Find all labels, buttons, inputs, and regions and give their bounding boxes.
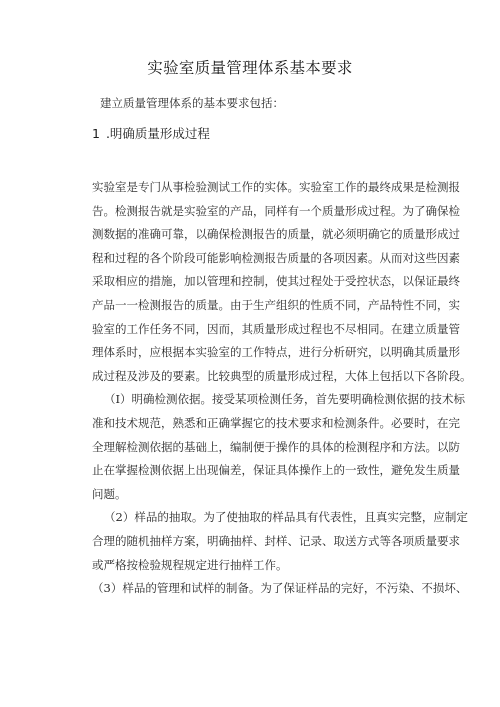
- body-line: 止在掌握检测依据上出现偏差，保证具体操作上的一致性，避免发生质量: [92, 463, 460, 478]
- intro-paragraph: 建立质量管理体系的基本要求包括：: [100, 96, 284, 110]
- body-line: 理体系时，应根据本实验室的工作特点，进行分析研究，以明确其质量形: [92, 345, 460, 360]
- body-line: 产品一一检测报告的质量。由于生产组织的性质不同，产品特性不同，实: [92, 297, 460, 312]
- body-line: （I）明确检测依据。接受某项检测任务，首先要明确检测依据的技术标: [104, 392, 466, 407]
- body-line: 成过程及涉及的要素。比较典型的质量形成过程，大体上包括以下各阶段。: [92, 368, 472, 383]
- section-heading: [92, 125, 210, 143]
- body-line: 或严格按检验规程规定进行抽样工作。: [92, 557, 288, 572]
- body-line: 测数据的准确可靠，以确保检测报告的质量，就必须明确它的质量形成过: [92, 227, 460, 242]
- body-line: 准和技术规范，熟悉和正确掌握它的技术要求和检测条件。必要时，在完: [92, 415, 460, 430]
- body-line: 程和过程的各个阶段可能影响检测报告质量的各项因素。从而对这些因素: [92, 250, 460, 265]
- body-line: 采取相应的措施，加以管理和控制，使其过程处于受控状态，以保证最终: [92, 274, 460, 289]
- body-line: （3）样品的管理和试样的制备。为了保证样品的完好，不污染、不损坏、: [92, 581, 468, 596]
- section-heading-text: .明确质量形成过程: [105, 126, 210, 141]
- body-line: 验室的工作任务不同，因而，其质量形成过程也不尽相同。在建立质量管: [92, 321, 460, 336]
- body-line: 实验室是专门从事检验测试工作的实体。实验室工作的最终成果是检测报: [92, 180, 460, 194]
- body-line: 问题。: [92, 486, 127, 501]
- body-line: 合理的随机抽样方案，明确抽样、封样、记录、取送方式等各项质量要求: [92, 533, 460, 548]
- body-line: 告。检测报告就是实验室的产品，同样有一个质量形成过程。为了确保检: [92, 203, 460, 218]
- body-line: 全理解检测依据的基础上，编制便于操作的具体的检测程序和方法。以防: [92, 439, 460, 454]
- body-line: （2）样品的抽取。为了使抽取的样品具有代表性，且真实完整，应制定: [104, 510, 468, 525]
- section-number: 1: [92, 126, 100, 141]
- body-text: [92, 176, 472, 601]
- document-title: 实验室质量管理体系基本要求: [147, 59, 353, 77]
